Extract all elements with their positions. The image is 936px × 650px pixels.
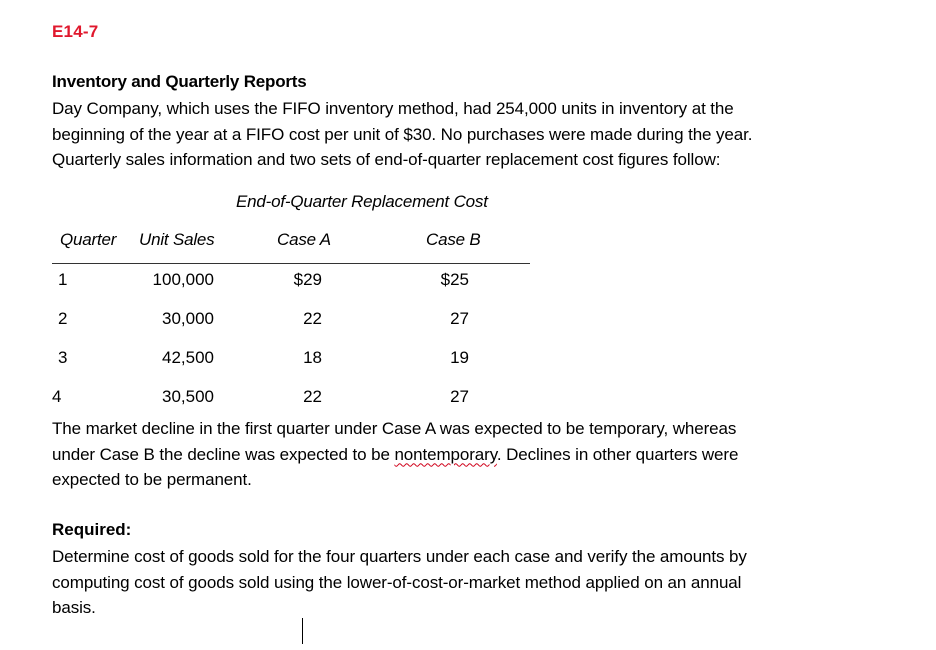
intro-line[interactable]: Day Company, which uses the FIFO inventory method, had 254,000 units in inventory at the [52,99,734,118]
text-cursor [302,618,303,644]
column-header-quarter: Quarter [60,230,117,249]
intro-paragraph[interactable] [52,96,872,173]
intro-line[interactable]: Quarterly sales information and two sets of end-of-quarter replacement cost figures follow: [52,150,721,169]
table-row [0,270,936,294]
required-heading: Required: [52,520,132,539]
column-header-case-b: Case B [426,230,481,249]
cell-case-b: 19 [450,348,469,367]
exercise-id: E14-7 [52,22,99,41]
cell-quarter: 3 [58,348,68,367]
outro-line[interactable]: The market decline in the first quarter under Case A was expected to be temporary, whereas [52,419,737,438]
outro-text[interactable]: under Case B the decline was expected to be [52,444,395,464]
intro-line[interactable]: beginning of the year at a FIFO cost per unit of $30. No purchases were made during the year. [52,124,753,144]
cell-quarter: 1 [58,270,68,289]
column-header-case-a: Case A [277,230,331,249]
required-line[interactable]: Determine cost of goods sold for the four quarters under each case and verify the amounts by [52,547,747,566]
cell-quarter: 4 [52,387,62,406]
outro-paragraph[interactable] [52,416,872,493]
section-heading: Inventory and Quarterly Reports [52,72,307,91]
required-line[interactable]: computing cost of goods sold using the lower-of-cost-or-market method applied on an annual [52,572,742,592]
table-row [0,309,936,333]
outro-text[interactable]: . Declines in other quarters were [496,444,739,464]
cell-case-b: 27 [450,387,469,406]
table-row [0,387,936,411]
cell-case-a: $29 [293,270,322,289]
table-caption: End-of-Quarter Replacement Cost [236,192,488,211]
cell-case-b: $25 [440,270,469,289]
cell-case-a: 22 [303,309,322,328]
column-header-unit-sales: Unit Sales [139,230,215,249]
cell-quarter: 2 [58,309,68,328]
required-line[interactable]: basis. [52,598,96,617]
cell-unit-sales: 30,000 [162,309,214,328]
table-row [0,348,936,372]
required-paragraph[interactable] [52,544,872,621]
cell-case-a: 22 [303,387,322,406]
outro-line[interactable] [52,442,872,468]
cell-unit-sales: 30,500 [162,387,214,406]
outro-line[interactable]: expected to be permanent. [52,470,252,489]
spellcheck-flagged-word[interactable]: nontemporary [394,444,497,464]
cell-unit-sales: 100,000 [152,270,214,289]
cell-case-b: 27 [450,309,469,328]
table-header-rule [52,263,530,264]
cell-unit-sales: 42,500 [162,348,214,367]
cell-case-a: 18 [303,348,322,367]
